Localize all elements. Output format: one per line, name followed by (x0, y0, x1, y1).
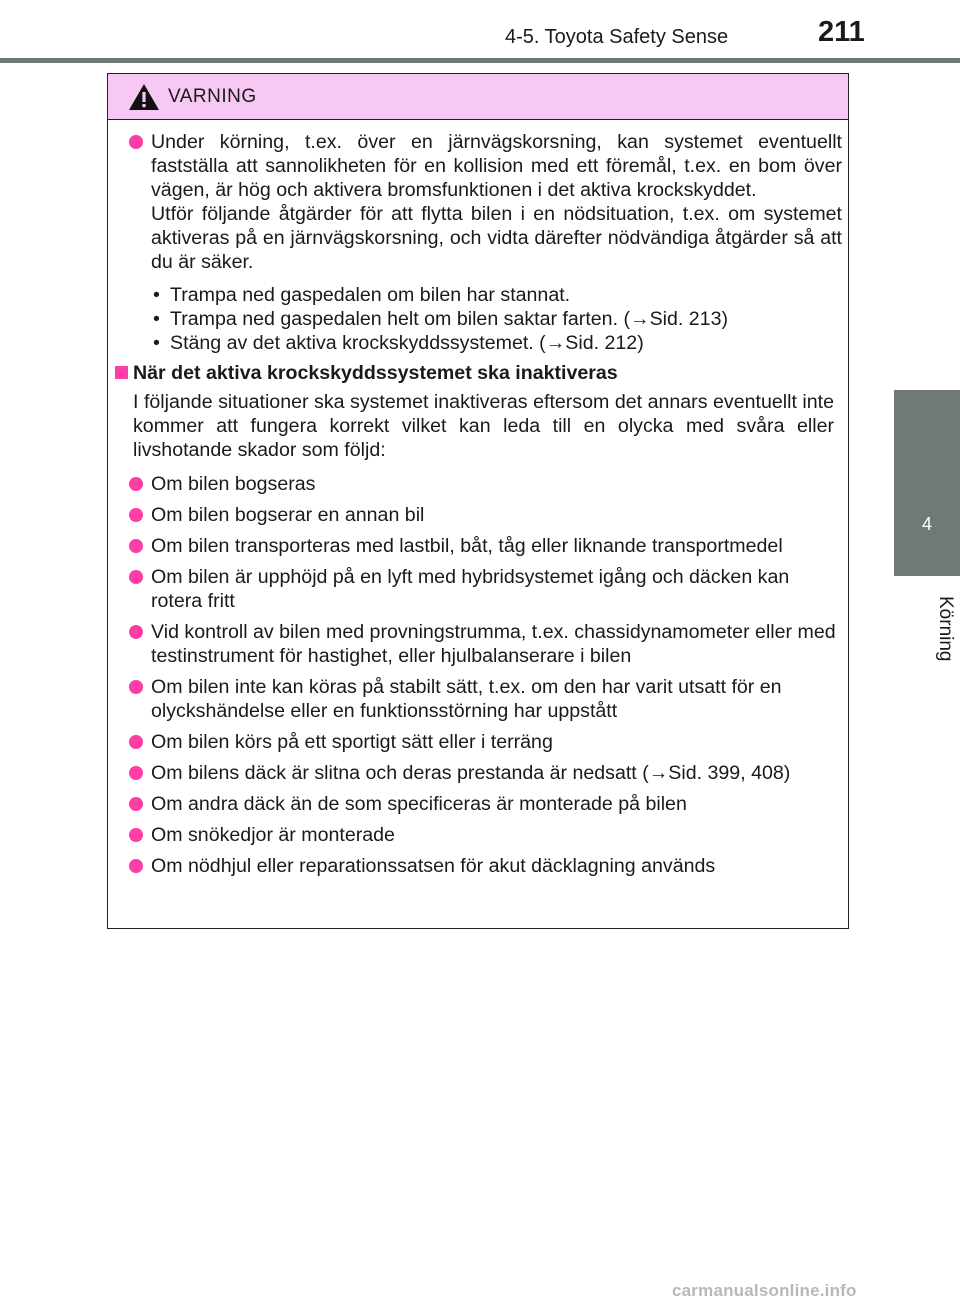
list-item (108, 730, 850, 754)
chapter-label: Körning (935, 596, 956, 662)
watermark[interactable]: carmanualsonline.info (672, 1281, 857, 1300)
bullet-icon: • (153, 332, 160, 354)
section-title: 4-5. Toyota Safety Sense (505, 26, 729, 48)
bullet-dot-icon (129, 828, 143, 842)
page-number: 211 (818, 16, 865, 48)
list-item (108, 761, 850, 785)
list-item (108, 534, 850, 558)
bullet-dot-icon (129, 859, 143, 873)
section-intro: I följande situationer ska systemet inaktiveras eftersom det annars eventuellt inte kommer att fungera korrekt vilket kan leda till en olycka med svåra eller livshotande skador som följd: (133, 391, 834, 461)
situation-text: Vid kontroll av bilen med provningstrumma, t.ex. chassidynamometer eller med testinstrument för hastighet, eller hjulbalanserare i bilen (151, 621, 836, 667)
header-rule (0, 58, 960, 63)
bullet-dot-icon (129, 539, 143, 553)
situation-text: Om bilen transporteras med lastbil, båt, tåg eller liknande transportmedel (151, 535, 783, 557)
situation-text: Om bilen bogserar en annan bil (151, 504, 425, 526)
list-item (108, 503, 850, 527)
list-item (108, 854, 850, 878)
action-text: Trampa ned gaspedalen helt om bilen saktar farten. (→Sid. 213) (170, 308, 729, 330)
intro-item (108, 130, 850, 274)
section-heading (108, 361, 850, 385)
bullet-dot-icon (129, 135, 143, 149)
bullet-dot-icon (129, 766, 143, 780)
list-item (108, 675, 850, 723)
list-item (108, 620, 850, 668)
bullet-dot-icon (129, 570, 143, 584)
list-item (108, 472, 850, 496)
situation-text: Om bilen inte kan köras på stabilt sätt, t.ex. om den har varit utsatt för en olyckshändelse eller en funktionsstörning har uppstått (151, 676, 782, 722)
warning-title: VARNING (168, 86, 257, 107)
warning-header (108, 74, 848, 120)
action-list (108, 283, 850, 355)
situation-list (108, 472, 850, 878)
situation-text: Om bilens däck är slitna och deras prestanda är nedsatt (→Sid. 399, 408) (151, 762, 791, 784)
bullet-dot-icon (129, 625, 143, 639)
warning-content (108, 130, 850, 885)
bullet-icon: • (153, 308, 160, 330)
situation-text: Om nödhjul eller reparationssatsen för akut däcklagning används (151, 855, 716, 877)
situation-text: Om bilen bogseras (151, 473, 316, 495)
action-item (153, 307, 850, 331)
action-item (153, 331, 850, 355)
list-item (108, 792, 850, 816)
bullet-dot-icon (129, 508, 143, 522)
square-bullet-icon (115, 366, 128, 379)
warning-box (107, 73, 849, 929)
chapter-tab[interactable] (894, 390, 960, 576)
bullet-dot-icon (129, 477, 143, 491)
bullet-icon: • (153, 284, 160, 306)
action-item (153, 283, 850, 307)
bullet-dot-icon (129, 680, 143, 694)
bullet-dot-icon (129, 735, 143, 749)
section-heading-text: När det aktiva krockskyddssystemet ska inaktiveras (133, 362, 618, 384)
chapter-number: 4 (921, 514, 932, 534)
intro-paragraph-2: Utför följande åtgärder för att flytta bilen i en nödsituation, t.ex. om systemet aktiveras på en järnvägskorsning, och vidta därefter nödvändiga åtgärder så att du är säker. (151, 203, 842, 273)
intro-paragraph-1: Under körning, t.ex. över en järnvägskorsning, kan systemet eventuellt fastställa att sannolikheten för en kollision med ett föremål, t.ex. en bom över vägen, är hög och aktivera bromsfunktionen i det aktiva krockskyddet. (151, 131, 842, 201)
action-text: Stäng av det aktiva krockskyddssystemet. (→Sid. 212) (170, 332, 644, 354)
list-item (108, 823, 850, 847)
situation-text: Om snökedjor är monterade (151, 824, 395, 846)
bullet-dot-icon (129, 797, 143, 811)
situation-text: Om bilen är upphöjd på en lyft med hybridsystemet igång och däcken kan rotera fritt (151, 566, 790, 612)
list-item (108, 565, 850, 613)
situation-text: Om andra däck än de som specificeras är monterade på bilen (151, 793, 687, 815)
warning-triangle-icon (128, 83, 160, 116)
action-text: Trampa ned gaspedalen om bilen har stannat. (170, 284, 571, 306)
situation-text: Om bilen körs på ett sportigt sätt eller i terräng (151, 731, 553, 753)
